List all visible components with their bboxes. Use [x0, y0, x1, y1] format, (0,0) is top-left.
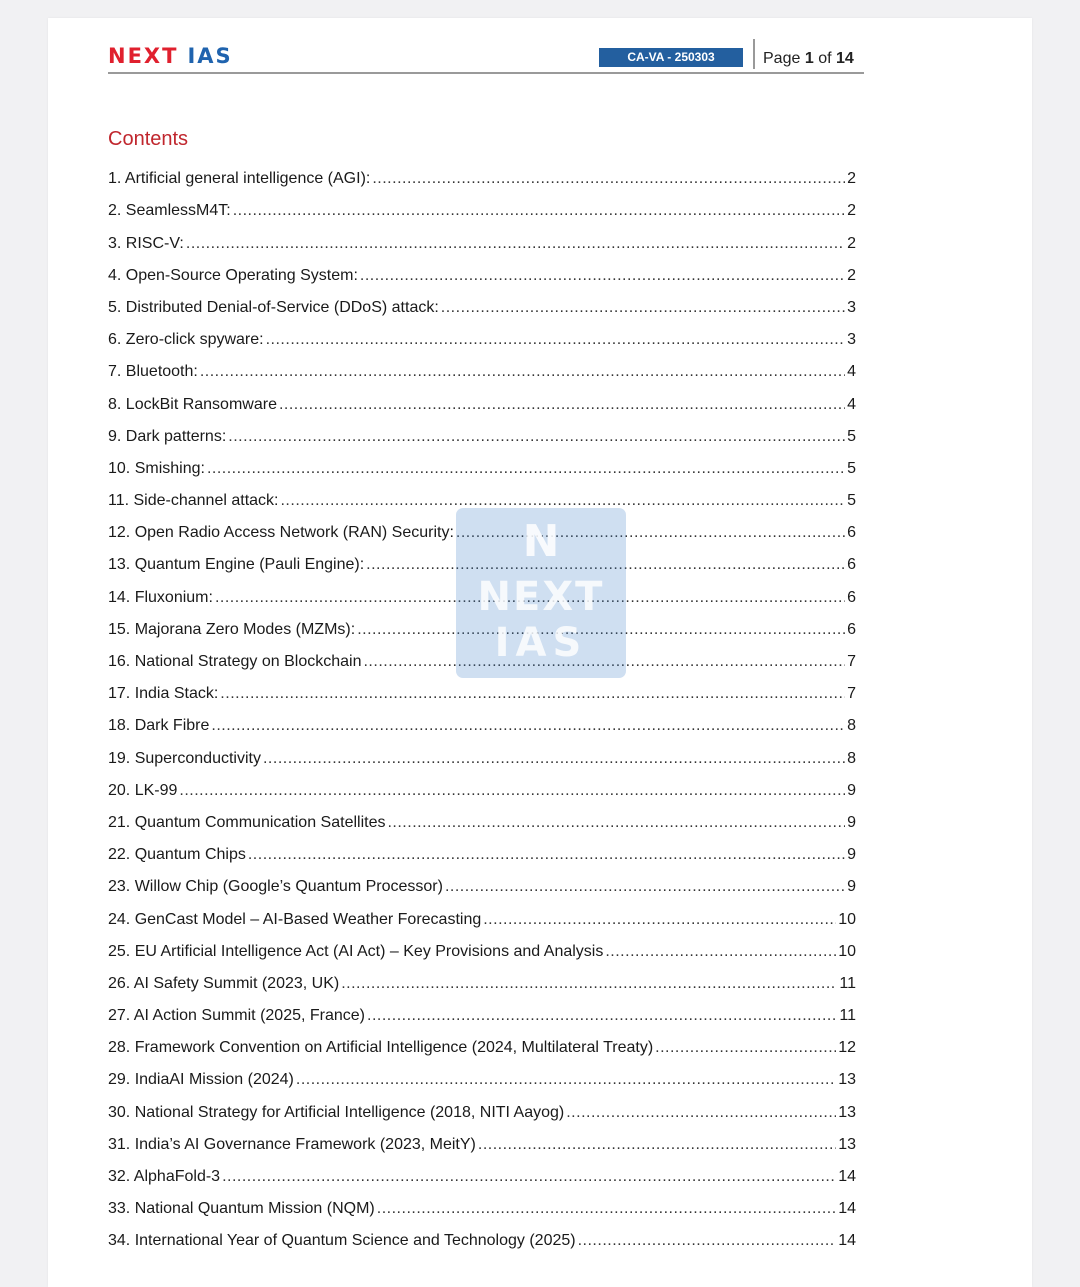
toc-entry[interactable]: [108, 1155, 856, 1187]
toc-entry[interactable]: [108, 865, 856, 897]
toc-entry-page: 9: [847, 846, 856, 864]
toc-entry-title: 15. Majorana Zero Modes (MZMs):: [108, 620, 356, 638]
toc-dot-leader: [266, 330, 846, 350]
toc-dot-leader: [478, 1135, 836, 1155]
toc-entry-page: 5: [847, 492, 856, 510]
toc-dot-leader: [363, 652, 845, 672]
toc-entry-title: 7. Bluetooth:: [108, 363, 198, 381]
toc-dot-leader: [441, 298, 845, 318]
toc-dot-leader: [222, 1167, 836, 1187]
toc-entry[interactable]: [108, 1058, 856, 1090]
toc-entry-title: 21. Quantum Communication Satellites: [108, 813, 386, 831]
toc-entry[interactable]: [108, 897, 856, 929]
toc-entry-title: 8. LockBit Ransomware: [108, 395, 277, 413]
toc-entry-page: 7: [847, 685, 856, 703]
toc-entry-page: 6: [847, 556, 856, 574]
toc-entry-page: 13: [838, 1071, 856, 1089]
next-ias-logo: [108, 44, 233, 68]
toc-entry-title: 33. National Quantum Mission (NQM): [108, 1200, 375, 1218]
toc-entry-title: 30. National Strategy for Artificial Intelligence (2018, NITI Aayog): [108, 1103, 565, 1121]
toc-entry-title: 26. AI Safety Summit (2023, UK): [108, 974, 340, 992]
page-header: [108, 44, 864, 74]
toc-entry[interactable]: [108, 318, 856, 350]
toc-entry-page: 5: [847, 427, 856, 445]
toc-entry-page: 4: [847, 395, 856, 413]
toc-entry-page: 3: [847, 298, 856, 316]
toc-dot-leader: [605, 942, 836, 962]
toc-entry-title: 16. National Strategy on Blockchain: [108, 653, 362, 670]
page-of: of: [818, 50, 832, 67]
toc-entry[interactable]: [108, 672, 856, 704]
page-current: 1: [804, 50, 814, 67]
toc-entry[interactable]: [108, 382, 856, 414]
page-number: [763, 50, 854, 68]
toc-entry[interactable]: [108, 447, 856, 479]
toc-entry-title: 4. Open-Source Operating System:: [108, 266, 358, 284]
toc-dot-leader: [357, 620, 845, 640]
toc-entry-page: 6: [847, 620, 856, 638]
watermark-word-ias: IAS: [494, 620, 588, 666]
toc-entry[interactable]: [108, 221, 856, 253]
toc-entry[interactable]: [108, 736, 856, 768]
toc-dot-leader: [280, 491, 845, 511]
toc-entry[interactable]: [108, 962, 856, 994]
toc-entry-title: 32. AlphaFold-3: [108, 1168, 221, 1185]
toc-entry-title: 29. IndiaAI Mission (2024): [108, 1071, 294, 1089]
toc-entry[interactable]: [108, 415, 856, 447]
toc-entry-page: 4: [847, 363, 856, 381]
toc-entry[interactable]: [108, 511, 856, 543]
toc-entry-title: 19. Superconductivity: [108, 749, 261, 767]
toc-entry[interactable]: [108, 543, 856, 575]
toc-entry-title: 24. GenCast Model – AI-Based Weather Forecasting: [108, 910, 482, 928]
toc-dot-leader: [186, 234, 845, 254]
toc-dot-leader: [445, 877, 845, 897]
toc-dot-leader: [215, 588, 845, 608]
toc-entry[interactable]: [108, 254, 856, 286]
toc-entry-page: 2: [847, 266, 856, 284]
toc-dot-leader: [263, 749, 845, 769]
toc-entry-page: 10: [838, 942, 856, 960]
toc-dot-leader: [483, 910, 836, 930]
toc-entry-title: 22. Quantum Chips: [108, 846, 246, 864]
toc-entry[interactable]: [108, 801, 856, 833]
toc-entry[interactable]: [108, 286, 856, 318]
toc-entry[interactable]: [108, 833, 856, 865]
toc-entry-page: 2: [847, 234, 856, 252]
toc-entry-title: 14. Fluxonium:: [108, 588, 213, 606]
toc-entry-title: 12. Open Radio Access Network (RAN) Security:: [108, 524, 454, 542]
toc-entry[interactable]: [108, 350, 856, 382]
toc-entry-title: 10. Smishing:: [108, 459, 205, 477]
toc-dot-leader: [367, 1006, 837, 1026]
toc-entry-title: 3. RISC-V:: [108, 234, 184, 252]
toc-entry-title: 2. SeamlessM4T:: [108, 202, 231, 220]
toc-entry-page: 11: [839, 974, 856, 992]
toc-entry[interactable]: [108, 930, 856, 962]
toc-entry[interactable]: [108, 704, 856, 736]
logo-word-next: NEXT: [108, 44, 179, 68]
toc-dot-leader: [179, 781, 845, 801]
toc-entry-title: 1. Artificial general intelligence (AGI):: [108, 170, 371, 188]
document-page: [48, 18, 1032, 1287]
toc-entry-title: 20. LK-99: [108, 781, 178, 799]
watermark-word-next: NEXT: [477, 574, 605, 620]
toc-entry-page: 11: [839, 1007, 856, 1025]
toc-entry-title: 28. Framework Convention on Artificial Intelligence (2024, Multilateral Treaty): [108, 1039, 654, 1057]
toc-dot-leader: [578, 1231, 837, 1251]
toc-entry-page: 13: [838, 1135, 856, 1153]
toc-entry-page: 8: [847, 749, 856, 767]
header-divider: [753, 39, 755, 69]
toc-entry-page: 10: [838, 910, 856, 928]
toc-entry-page: 9: [847, 813, 856, 831]
toc-entry[interactable]: [108, 769, 856, 801]
toc-entry-page: 3: [847, 331, 856, 349]
toc-dot-leader: [228, 427, 845, 447]
toc-entry-title: 23. Willow Chip (Google’s Quantum Processor): [108, 878, 443, 896]
toc-entry[interactable]: [108, 1187, 856, 1219]
contents-heading: Contents: [108, 128, 189, 150]
watermark-mark: N: [522, 516, 560, 567]
toc-entry-page: 5: [847, 459, 856, 477]
toc-entry-title: 5. Distributed Denial-of-Service (DDoS) attack:: [108, 298, 439, 316]
toc-dot-leader: [377, 1199, 836, 1219]
toc-entry[interactable]: [108, 157, 856, 189]
toc-entry-page: 6: [847, 588, 856, 606]
toc-dot-leader: [387, 813, 845, 833]
logo-word-ias: IAS: [187, 44, 233, 68]
toc-dot-leader: [341, 974, 837, 994]
toc-entry[interactable]: [108, 640, 856, 672]
toc-entry-page: 14: [838, 1232, 856, 1250]
toc-dot-leader: [200, 362, 845, 382]
toc-entry-title: 17. India Stack:: [108, 685, 219, 703]
toc-entry-page: 14: [838, 1200, 856, 1218]
toc-dot-leader: [220, 684, 845, 704]
toc-dot-leader: [279, 395, 845, 415]
toc-dot-leader: [233, 201, 845, 221]
toc-entry[interactable]: [108, 1090, 856, 1122]
toc-entry-page: 9: [847, 781, 856, 799]
toc-entry-title: 27. AI Action Summit (2025, France): [108, 1007, 366, 1025]
toc-entry-title: 6. Zero-click spyware:: [108, 331, 264, 349]
toc-entry-title: 31. India’s AI Governance Framework (2023, MeitY): [108, 1135, 476, 1153]
toc-dot-leader: [296, 1070, 836, 1090]
page-label: Page: [763, 50, 801, 67]
toc-dot-leader: [655, 1038, 836, 1058]
toc-entry[interactable]: [108, 1219, 856, 1251]
toc-entry-page: 13: [838, 1103, 856, 1121]
toc-entry[interactable]: [108, 575, 856, 607]
toc-entry-page: 7: [847, 653, 856, 670]
toc-entry-title: 34. International Year of Quantum Science and Technology (2025): [108, 1232, 576, 1250]
toc-dot-leader: [372, 169, 845, 189]
toc-entry[interactable]: [108, 1123, 856, 1155]
toc-entry-title: 25. EU Artificial Intelligence Act (AI Act) – Key Provisions and Analysis: [108, 942, 604, 960]
toc-entry[interactable]: [108, 479, 856, 511]
toc-entry[interactable]: [108, 608, 856, 640]
toc-entry-page: 14: [838, 1168, 856, 1185]
toc-entry-page: 12: [838, 1039, 856, 1057]
toc-dot-leader: [566, 1103, 836, 1123]
toc-dot-leader: [366, 555, 845, 575]
toc-entry-page: 8: [847, 717, 856, 735]
toc-entry[interactable]: [108, 1026, 856, 1058]
toc-dot-leader: [207, 459, 845, 479]
toc-entry-page: 2: [847, 202, 856, 220]
table-of-contents: [108, 157, 856, 1251]
document-code-badge: CA-VA - 250303: [599, 48, 743, 67]
toc-dot-leader: [211, 716, 845, 736]
toc-entry[interactable]: [108, 994, 856, 1026]
toc-entry-page: 6: [847, 524, 856, 542]
toc-entry-title: 11. Side-channel attack:: [108, 492, 279, 510]
toc-entry-title: 9. Dark patterns:: [108, 427, 227, 445]
toc-entry[interactable]: [108, 189, 856, 221]
toc-entry-page: 9: [847, 878, 856, 896]
toc-entry-title: 18. Dark Fibre: [108, 717, 210, 735]
toc-dot-leader: [360, 266, 845, 286]
page-total: 14: [835, 50, 854, 67]
toc-entry-page: 2: [847, 170, 856, 188]
toc-dot-leader: [248, 845, 845, 865]
toc-dot-leader: [456, 523, 845, 543]
toc-entry-title: 13. Quantum Engine (Pauli Engine):: [108, 556, 365, 574]
